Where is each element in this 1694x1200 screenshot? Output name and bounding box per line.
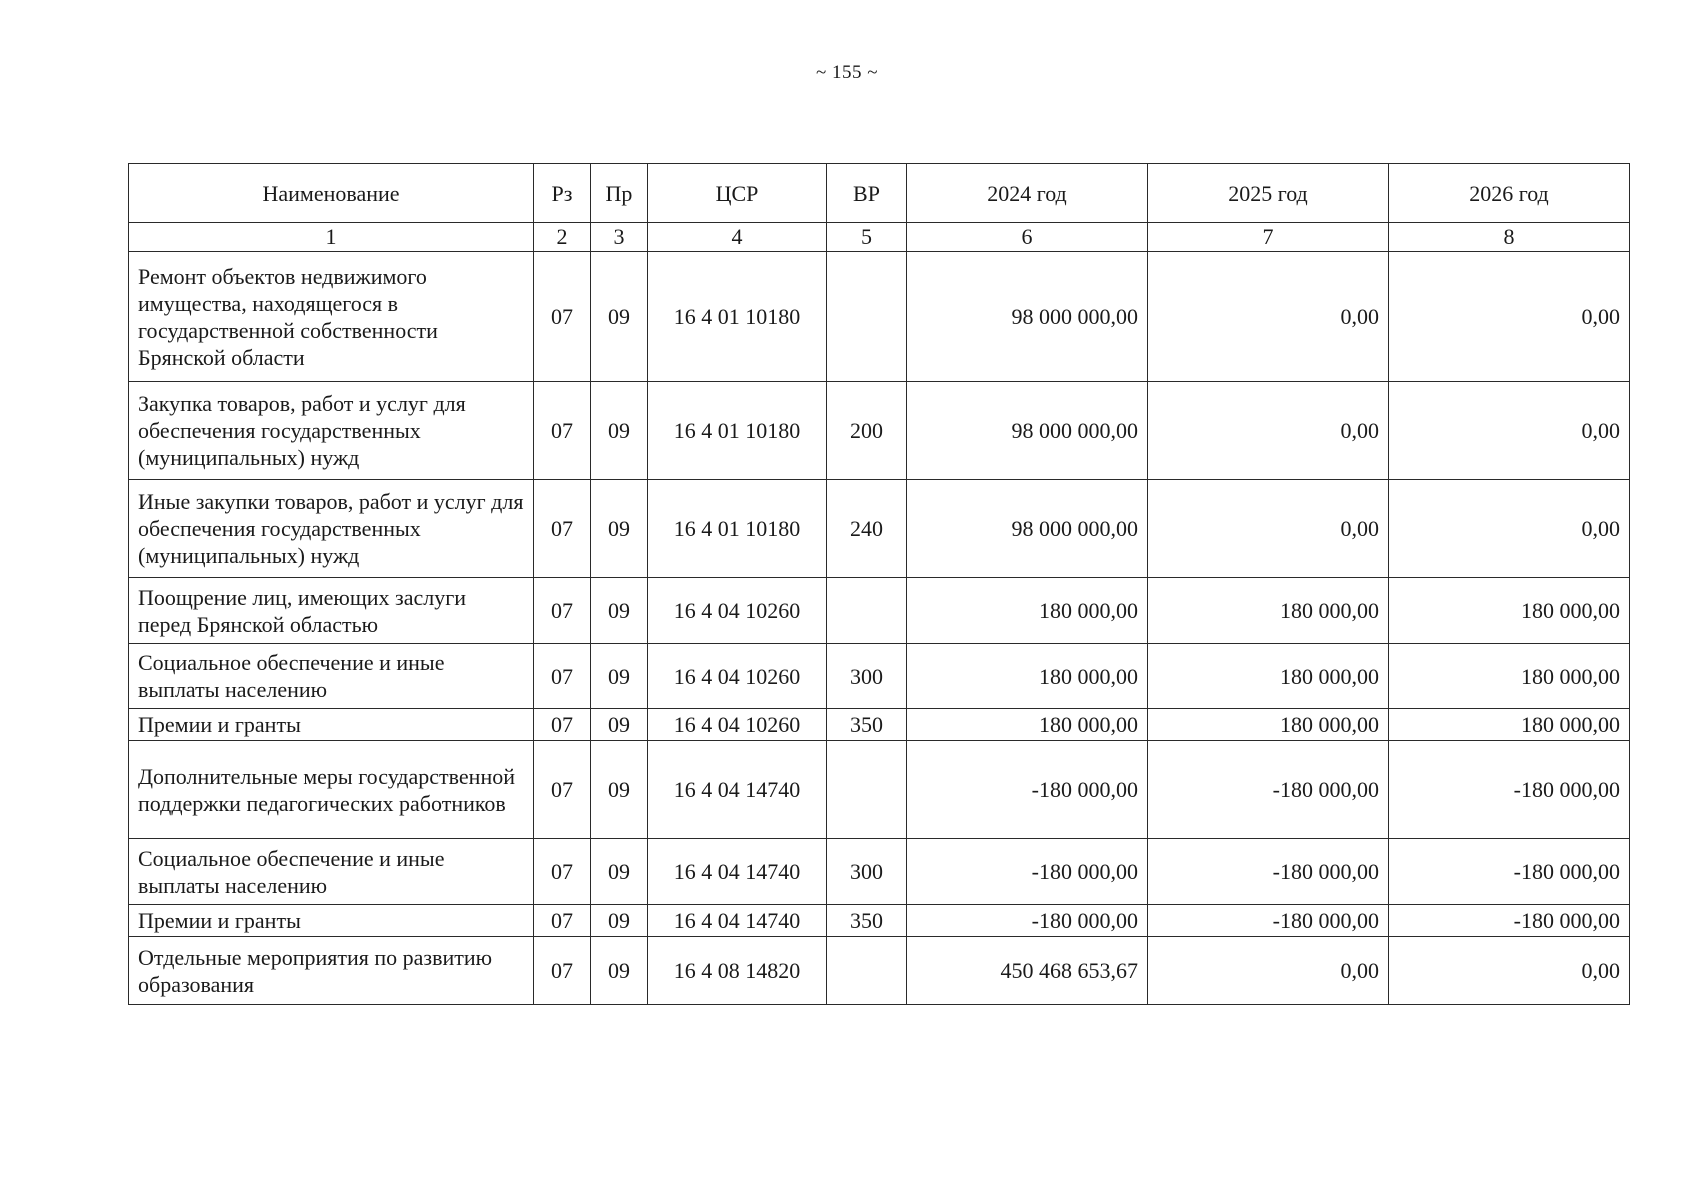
row-2025: -180 000,00 — [1148, 741, 1389, 839]
row-vr: 200 — [827, 382, 907, 480]
row-csr: 16 4 04 14740 — [648, 741, 827, 839]
table-row — [129, 578, 1630, 644]
row-rz: 07 — [534, 905, 591, 937]
table-row — [129, 709, 1630, 741]
row-2026: -180 000,00 — [1389, 741, 1630, 839]
row-pr: 09 — [591, 839, 648, 905]
row-rz: 07 — [534, 741, 591, 839]
row-vr: 300 — [827, 839, 907, 905]
row-csr: 16 4 04 14740 — [648, 839, 827, 905]
column-number: 6 — [907, 223, 1148, 252]
row-pr: 09 — [591, 382, 648, 480]
row-name: Социальное обеспечение и иные выплаты населению — [129, 644, 534, 709]
row-2026: 0,00 — [1389, 937, 1630, 1005]
row-2026: 180 000,00 — [1389, 644, 1630, 709]
row-rz: 07 — [534, 578, 591, 644]
row-pr: 09 — [591, 937, 648, 1005]
row-pr: 09 — [591, 480, 648, 578]
row-pr: 09 — [591, 644, 648, 709]
row-2026: 0,00 — [1389, 480, 1630, 578]
header-vr: ВР — [827, 164, 907, 223]
table-row — [129, 937, 1630, 1005]
row-vr — [827, 741, 907, 839]
row-2025: -180 000,00 — [1148, 839, 1389, 905]
row-2024: -180 000,00 — [907, 839, 1148, 905]
row-vr: 350 — [827, 905, 907, 937]
row-vr: 350 — [827, 709, 907, 741]
row-vr: 240 — [827, 480, 907, 578]
header-pr: Пр — [591, 164, 648, 223]
row-name: Закупка товаров, работ и услуг для обеспечения государственных (муниципальных) нужд — [129, 382, 534, 480]
row-2026: 180 000,00 — [1389, 709, 1630, 741]
column-number-row — [129, 223, 1630, 252]
row-2026: 180 000,00 — [1389, 578, 1630, 644]
row-2025: -180 000,00 — [1148, 905, 1389, 937]
row-rz: 07 — [534, 480, 591, 578]
row-2026: 0,00 — [1389, 252, 1630, 382]
row-2024: 180 000,00 — [907, 578, 1148, 644]
row-pr: 09 — [591, 905, 648, 937]
table-row — [129, 644, 1630, 709]
row-2025: 180 000,00 — [1148, 709, 1389, 741]
row-2024: 98 000 000,00 — [907, 382, 1148, 480]
page-number: ~ 155 ~ — [815, 62, 879, 83]
column-number: 2 — [534, 223, 591, 252]
header-2024: 2024 год — [907, 164, 1148, 223]
row-2024: 180 000,00 — [907, 644, 1148, 709]
header-csr: ЦСР — [648, 164, 827, 223]
row-pr: 09 — [591, 709, 648, 741]
row-2024: -180 000,00 — [907, 741, 1148, 839]
row-2025: 0,00 — [1148, 252, 1389, 382]
row-csr: 16 4 01 10180 — [648, 252, 827, 382]
table-row — [129, 480, 1630, 578]
column-number: 8 — [1389, 223, 1630, 252]
table-row — [129, 905, 1630, 937]
column-number: 5 — [827, 223, 907, 252]
table-row — [129, 839, 1630, 905]
column-number: 4 — [648, 223, 827, 252]
row-vr — [827, 937, 907, 1005]
row-vr — [827, 578, 907, 644]
row-2025: 0,00 — [1148, 937, 1389, 1005]
row-csr: 16 4 08 14820 — [648, 937, 827, 1005]
row-vr — [827, 252, 907, 382]
row-name: Премии и гранты — [129, 709, 534, 741]
row-2026: 0,00 — [1389, 382, 1630, 480]
row-rz: 07 — [534, 937, 591, 1005]
row-name: Иные закупки товаров, работ и услуг для обеспечения государственных (муниципальных) нужд — [129, 480, 534, 578]
budget-table — [128, 163, 1630, 1005]
row-csr: 16 4 04 10260 — [648, 709, 827, 741]
row-name: Премии и гранты — [129, 905, 534, 937]
header-rz: Рз — [534, 164, 591, 223]
row-2024: 98 000 000,00 — [907, 252, 1148, 382]
row-2025: 0,00 — [1148, 480, 1389, 578]
row-name: Дополнительные меры государственной поддержки педагогических работников — [129, 741, 534, 839]
row-2024: -180 000,00 — [907, 905, 1148, 937]
header-2026: 2026 год — [1389, 164, 1630, 223]
row-rz: 07 — [534, 382, 591, 480]
row-pr: 09 — [591, 741, 648, 839]
header-2025: 2025 год — [1148, 164, 1389, 223]
row-2025: 0,00 — [1148, 382, 1389, 480]
row-rz: 07 — [534, 252, 591, 382]
table-row — [129, 741, 1630, 839]
row-2024: 98 000 000,00 — [907, 480, 1148, 578]
table-row — [129, 252, 1630, 382]
row-pr: 09 — [591, 578, 648, 644]
row-rz: 07 — [534, 839, 591, 905]
row-csr: 16 4 04 10260 — [648, 644, 827, 709]
row-rz: 07 — [534, 644, 591, 709]
row-name: Ремонт объектов недвижимого имущества, находящегося в государственной собственности Брянской области — [129, 252, 534, 382]
row-name: Отдельные мероприятия по развитию образования — [129, 937, 534, 1005]
header-name: Наименование — [129, 164, 534, 223]
table-row — [129, 382, 1630, 480]
row-csr: 16 4 01 10180 — [648, 480, 827, 578]
column-number: 7 — [1148, 223, 1389, 252]
row-vr: 300 — [827, 644, 907, 709]
row-2026: -180 000,00 — [1389, 905, 1630, 937]
row-csr: 16 4 04 14740 — [648, 905, 827, 937]
row-name: Поощрение лиц, имеющих заслуги перед Брянской областью — [129, 578, 534, 644]
row-name: Социальное обеспечение и иные выплаты населению — [129, 839, 534, 905]
row-2025: 180 000,00 — [1148, 644, 1389, 709]
row-2025: 180 000,00 — [1148, 578, 1389, 644]
header-row — [129, 164, 1630, 223]
column-number: 1 — [129, 223, 534, 252]
row-csr: 16 4 04 10260 — [648, 578, 827, 644]
row-pr: 09 — [591, 252, 648, 382]
row-rz: 07 — [534, 709, 591, 741]
row-2024: 180 000,00 — [907, 709, 1148, 741]
column-number: 3 — [591, 223, 648, 252]
row-2026: -180 000,00 — [1389, 839, 1630, 905]
row-2024: 450 468 653,67 — [907, 937, 1148, 1005]
row-csr: 16 4 01 10180 — [648, 382, 827, 480]
